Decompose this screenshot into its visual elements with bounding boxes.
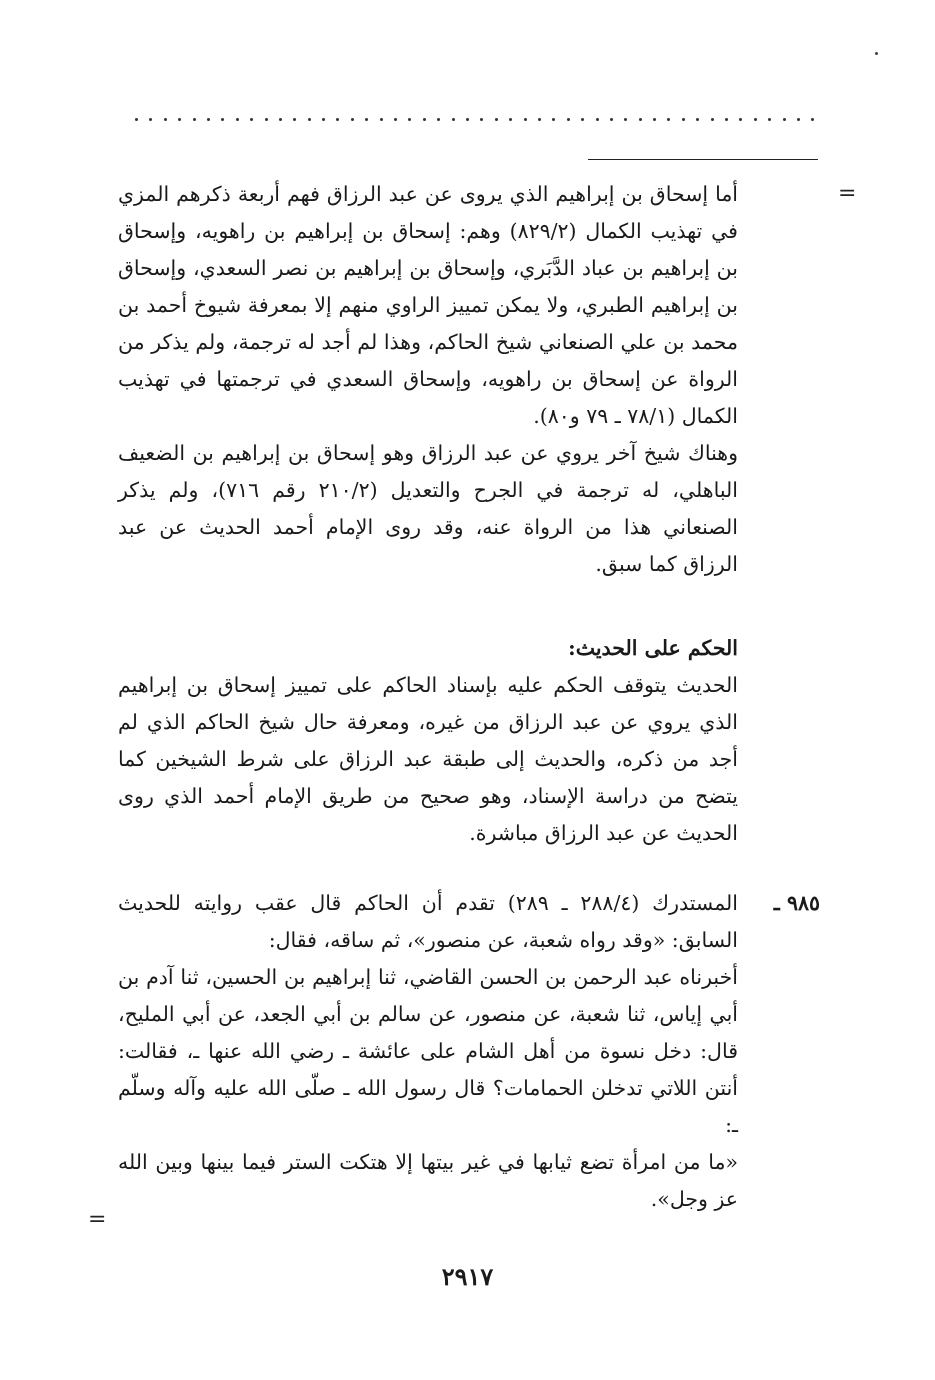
paragraph-narrators: أما إسحاق بن إبراهيم الذي يروى عن عبد الرزاق فهم أربعة ذكرهم المزي في تهذيب الكمال (٨٢٩/٢) وهم: إسحاق بن إبراهيم بن راهويه، وإسحاق بن إبراهيم بن عباد الدَّبَري، وإسحاق بن إبراهيم بن نصر السعدي، وإسحاق بن إبراهيم الطبري، ولا يمكن تمييز الراوي منهم إلا بمعرفة شيوخ أحمد بن محمد بن علي الصنعاني شيخ الحاكم، وهذا لم أجد له ترجمة، ولم يذكر من الرواة عن إسحاق بن راهويه، وإسحاق السعدي في ترجمتها في تهذيب الكمال (٧٨/١ ـ ٧٩ و٨٠). [118, 182, 738, 428]
entry-number: ٩٨٥ ـ [773, 891, 820, 915]
ruling-section [118, 630, 738, 852]
entry-intro: المستدرك (٢٨٨/٤ ـ ٢٨٩) تقدم أن الحاكم قال عقب روايته للحديث السابق: «وقد رواه شعبة، عن منصور»، ثم ساقه، فقال: [118, 891, 738, 952]
entry-hadith-text: «ما من امرأة تضع ثيابها في غير بيتها إلا هتكت الستر فيما بينها وبين الله عز وجل». [118, 1150, 738, 1211]
dotted-separator [135, 112, 815, 126]
entry-985 [118, 885, 738, 1218]
ruling-heading: الحكم على الحديث: [568, 636, 738, 660]
page-number: ٢٩١٧ [441, 1262, 494, 1291]
footnote-rule [588, 159, 818, 160]
entry-isnad: أخبرناه عبد الرحمن بن الحسن القاضي، ثنا إبراهيم بن الحسين، ثنا آدم بن أبي إياس، ثنا شعبة، عن منصور، عن سالم بن أبي الجعد، عن أبي المليح، قال: دخل نسوة من أهل الشام على عائشة ـ رضي الله عنها ـ، فقالت: أنتن اللاتي تدخلن الحمامات؟ قال رسول الله ـ صلّى الله عليه وآله وسلّم ـ: [118, 965, 738, 1137]
speck-top-right [875, 52, 878, 55]
paragraph-another-sheikh: وهناك شيخ آخر يروي عن عبد الرزاق وهو إسحاق بن إبراهيم بن الضعيف الباهلي، له ترجمة في الجرح والتعديل (٢١٠/٢ رقم ٧١٦)، ولم يذكر الصنعاني هذا من الرواة عنه، وقد روى الإمام أحمد الحديث عن عبد الرزاق كما سبق. [118, 441, 738, 576]
footnote-continuation [118, 176, 738, 583]
ruling-paragraph: الحديث يتوقف الحكم عليه بإسناد الحاكم على تمييز إسحاق بن إبراهيم الذي يروي عن عبد الرزاق من غيره، ومعرفة حال شيخ الحاكم الذي لم أجد من ذكره، والحديث إلى طبقة عبد الرزاق على شرط الشيخين كما يتضح من دراسة الإسناد، وهو صحيح من طريق الإمام أحمد الذي روى الحديث عن عبد الرزاق مباشرة. [118, 673, 738, 845]
continuation-mark-bottom: = [88, 1207, 107, 1232]
continuation-mark-top: = [838, 181, 857, 206]
